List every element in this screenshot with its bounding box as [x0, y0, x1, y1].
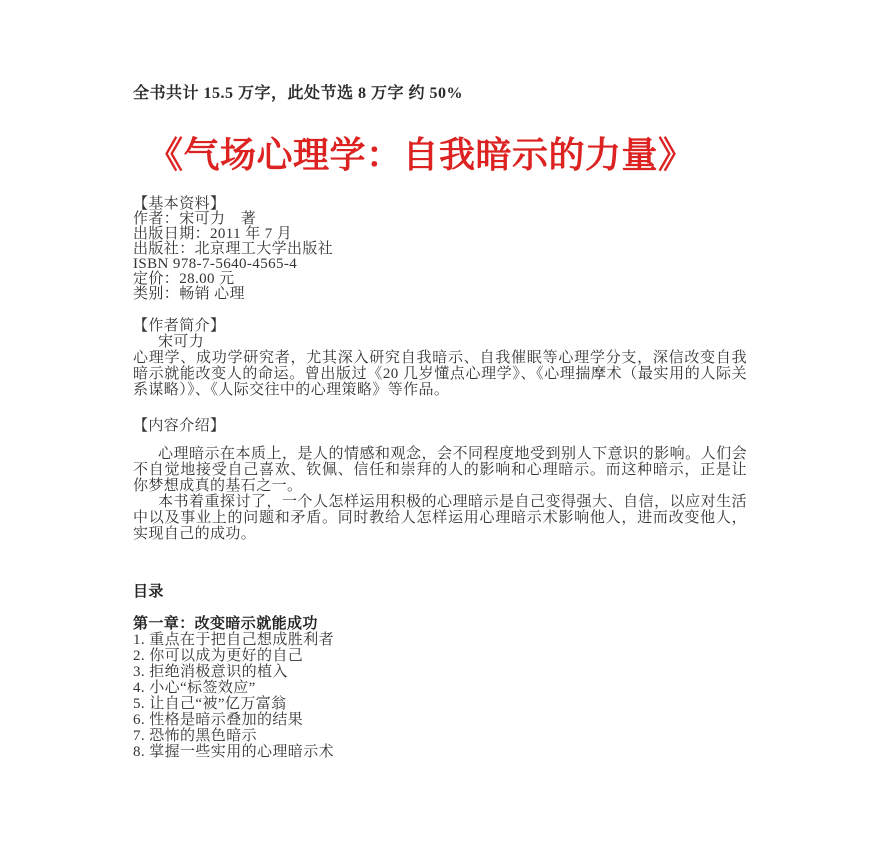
content-paragraph: 心理暗示在本质上，是人的情感和观念，会不同程度地受到别人下意识的影响。人们会不自觉地接受自己喜欢、钦佩、信任和崇拜的人的影响和心理暗示。而这种暗示，正是让你梦想成真的基石之一。 [133, 446, 747, 494]
toc-chapter-heading: 第一章：改变暗示就能成功 [133, 616, 318, 632]
basic-info-section [133, 197, 747, 302]
toc-item: 4. 小心“标签效应” [133, 680, 256, 696]
toc-item: 5. 让自己“被”亿万富翁 [133, 696, 287, 712]
toc-item: 2. 你可以成为更好的自己 [133, 648, 304, 664]
toc-item: 7. 恐怖的黑色暗示 [133, 728, 258, 744]
info-line-isbn: ISBN 978-7-5640-4565-4 [133, 256, 298, 272]
toc-item: 6. 性格是暗示叠加的结果 [133, 712, 304, 728]
info-line-author: 作者：宋可力 著 [133, 211, 257, 227]
author-intro-section [133, 318, 747, 398]
author-bio: 心理学、成功学研究者，尤其深入研究自我暗示、自我催眠等心理学分支，深信改变自我暗示就能改变人的命运。曾出版过《20 几岁懂点心理学》、《心理揣摩术（最实用的人际关系谋略）》、《人际交往中的心理策略》等作品。 [133, 350, 747, 398]
info-line-price: 定价：28.00 元 [133, 271, 235, 287]
info-line-publisher: 出版社：北京理工大学出版社 [133, 241, 334, 257]
toc-item: 8. 掌握一些实用的心理暗示术 [133, 744, 335, 760]
info-line-category: 类别：畅销 心理 [133, 286, 245, 302]
toc-item: 1. 重点在于把自己想成胜利者 [133, 632, 335, 648]
toc-section [133, 584, 747, 760]
excerpt-meta-line: 全书共计 15.5 万字，此处节选 8 万字 约 50% [133, 85, 464, 102]
content-intro-heading: 【内容介绍】 [133, 418, 226, 434]
basic-info-heading: 【基本资料】 [133, 196, 226, 212]
author-name: 宋可力 [158, 334, 205, 350]
info-line-pubdate: 出版日期：2011 年 7 月 [133, 226, 293, 242]
book-title: 《气场心理学：自我暗示的力量》 [147, 135, 695, 175]
content-intro-section [133, 418, 747, 542]
toc-item-list [133, 632, 747, 760]
content-paragraph: 本书着重探讨了，一个人怎样运用积极的心理暗示是自己变得强大、自信，以应对生活中以及事业上的问题和矛盾。同时教给人怎样运用心理暗示术影响他人，进而改变他人，实现自己的成功。 [133, 494, 747, 542]
author-intro-heading: 【作者简介】 [133, 318, 226, 334]
toc-heading: 目录 [133, 584, 164, 600]
toc-item: 3. 拒绝消极意识的植入 [133, 664, 288, 680]
